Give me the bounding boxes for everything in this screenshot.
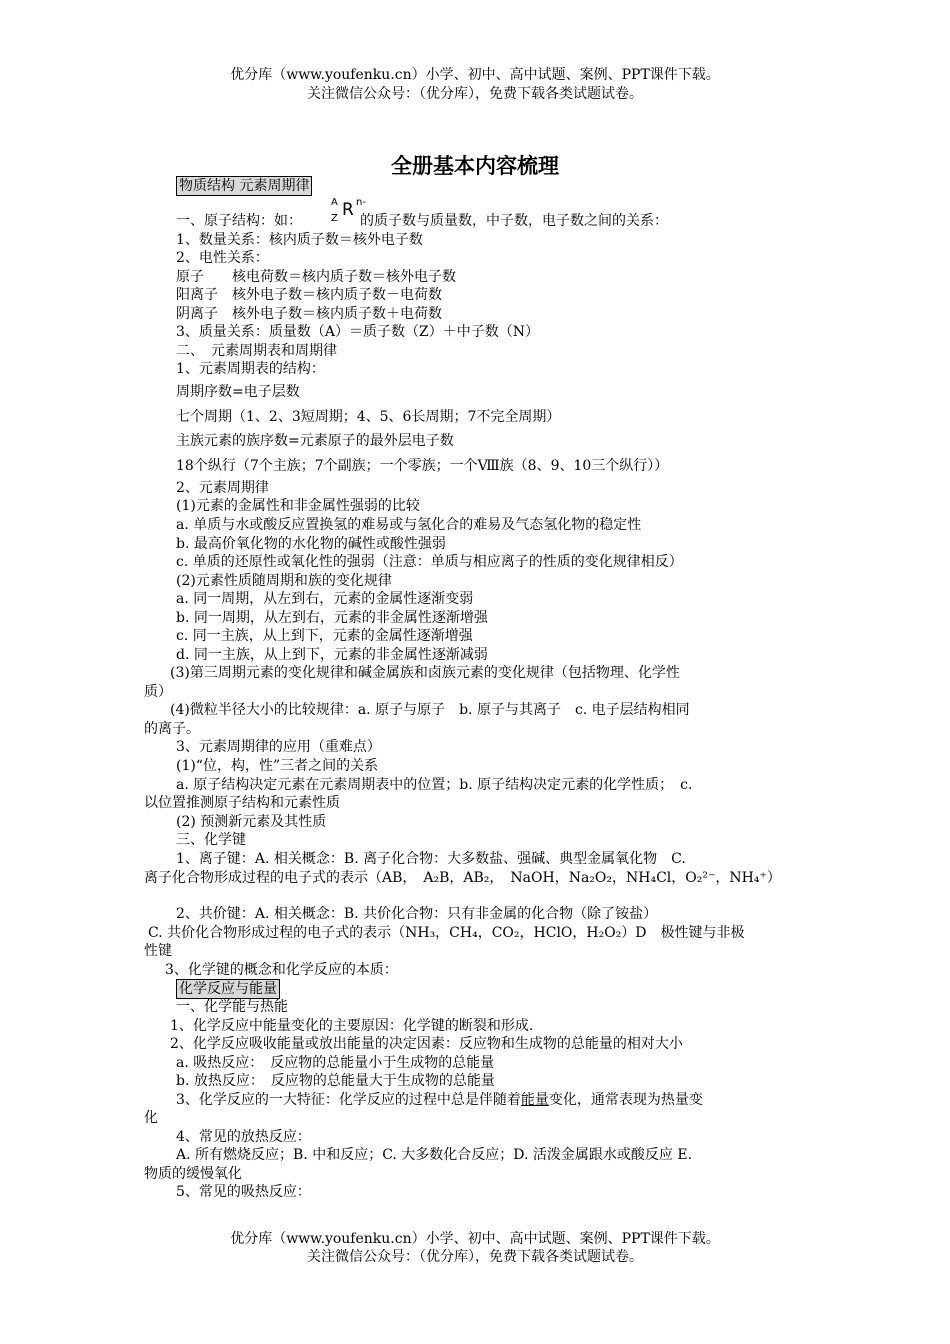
text-line: 18个纵行（7个主族；7个副族；一个零族；一个Ⅷ族（8、9、10三个纵行）） bbox=[176, 458, 669, 474]
atomic-structure-tail: 的质子数与质量数，中子数，电子数之间的关系： bbox=[360, 213, 668, 229]
text-line: 3、质量关系：质量数（A）＝质子数（Z）＋中子数（N） bbox=[176, 324, 539, 340]
text-line: a. 原子结构决定元素在元素周期表中的位置；b. 原子结构决定元素的化学性质； c. bbox=[176, 777, 693, 793]
isotope-charge: n- bbox=[356, 197, 366, 208]
text-line: 性键 bbox=[144, 943, 172, 959]
text-line: 的离子。 bbox=[144, 721, 200, 737]
text-line: 1、元素周期表的结构： bbox=[176, 361, 325, 377]
text-line: 一、化学能与热能 bbox=[176, 999, 288, 1015]
text-line: 主族元素的族序数=元素原子的最外层电子数 bbox=[176, 433, 454, 449]
energy-feature-lead: 3、化学反应的一大特征：化学反应的过程中总是伴随着 bbox=[176, 1092, 521, 1108]
text-line: 2、共价键：A. 相关概念：B. 共价化合物：只有非金属的化合物（除了铵盐） bbox=[176, 906, 658, 922]
text-line: 1、化学反应中能量变化的主要原因：化学键的断裂和形成. bbox=[170, 1018, 534, 1034]
text-line: 2、化学反应吸收能量或放出能量的决定因素：反应物和生成物的总能量的相对大小 bbox=[170, 1036, 683, 1052]
text-line: (3)第三周期元素的变化规律和碱金属族和卤族元素的变化规律（包括物理、化学性 bbox=[170, 665, 680, 681]
energy-feature-tail: 变化，通常表现为热量变 bbox=[548, 1092, 703, 1108]
text-line: 七个周期（1、2、3短周期；4、5、6长周期；7不完全周期） bbox=[176, 409, 561, 425]
text-line: 二、 元素周期表和周期律 bbox=[176, 343, 337, 359]
text-line: (4)微粒半径大小的比较规律：a. 原子与原子 b. 原子与其离子 c. 电子层结构相同 bbox=[170, 702, 690, 718]
text-line: 1、数量关系：核内质子数＝核外电子数 bbox=[176, 232, 423, 248]
text-line: 物质的缓慢氧化 bbox=[144, 1166, 242, 1182]
text-line: d. 同一主族，从上到下，元素的非金属性逐渐减弱 bbox=[176, 647, 488, 663]
text-line: a. 同一周期，从左到右，元素的金属性逐渐变弱 bbox=[176, 591, 474, 607]
text-line: (2)元素性质随周期和族的变化规律 bbox=[176, 573, 392, 589]
text-line: 原子 核电荷数＝核内质子数＝核外电子数 bbox=[176, 269, 456, 285]
text-line: c. 单质的还原性或氧化性的强弱（注意：单质与相应离子的性质的变化规律相反） bbox=[176, 554, 683, 570]
text-line: b. 放热反应： 反应物的总能量大于生成物的总能量 bbox=[176, 1073, 495, 1089]
text-line: 阴离子 核外电子数＝核内质子数＋电荷数 bbox=[176, 306, 442, 322]
atomic-structure-lead: 一、原子结构：如： bbox=[176, 213, 302, 229]
text-line: 1、离子键：A. 相关概念：B. 离子化合物：大多数盐、强碱、典型金属氧化物 C. bbox=[176, 851, 686, 867]
footer-line-2: 关注微信公众号：（优分库），免费下载各类试题试卷。 bbox=[307, 1249, 643, 1265]
text-line: b. 同一周期，从左到右，元素的非金属性逐渐增强 bbox=[176, 610, 488, 626]
text-line: c. 同一主族，从上到下，元素的金属性逐渐增强 bbox=[176, 628, 473, 644]
text-line: a. 单质与水或酸反应置换氢的难易或与氢化合的难易及气态氢化物的稳定性 bbox=[176, 517, 642, 533]
text-line: 化 bbox=[144, 1110, 158, 1126]
text-line: (1)“位，构，性”三者之间的关系 bbox=[176, 758, 379, 774]
text-line: 以位置推测原子结构和元素性质 bbox=[144, 795, 340, 811]
text-line: 周期序数=电子层数 bbox=[176, 384, 300, 400]
header-line-2: 关注微信公众号：（优分库），免费下载各类试题试卷。 bbox=[307, 86, 643, 102]
text-line: 5、常见的吸热反应： bbox=[176, 1184, 311, 1200]
isotope-symbol: R bbox=[342, 200, 354, 220]
text-line: 3、元素周期律的应用（重难点） bbox=[176, 739, 381, 755]
isotope-atomic-number: Z bbox=[331, 213, 338, 224]
energy-keyword: 能量 bbox=[520, 1092, 549, 1108]
header-line-1: 优分库（www.youfenku.cn）小学、初中、高中试题、案例、PPT课件下载。 bbox=[230, 67, 720, 83]
section-heading-structure: 物质结构 元素周期律 bbox=[176, 176, 312, 196]
text-line: 2、元素周期律 bbox=[176, 480, 269, 496]
text-line: b. 最高价氧化物的水化物的碱性或酸性强弱 bbox=[176, 536, 446, 552]
text-line: (2) 预测新元素及其性质 bbox=[176, 814, 327, 830]
atomic-structure-intro bbox=[176, 212, 668, 230]
text-line: (1)元素的金属性和非金属性强弱的比较 bbox=[176, 498, 420, 514]
text-line: 质） bbox=[144, 684, 172, 700]
text-line: 3、化学键的概念和化学反应的本质： bbox=[165, 962, 398, 978]
text-line: 阳离子 核外电子数＝核内质子数－电荷数 bbox=[176, 287, 442, 303]
text-line bbox=[176, 1091, 703, 1109]
text-line: A. 所有燃烧反应；B. 中和反应；C. 大多数化合反应；D. 活泼金属跟水或酸反应 E. bbox=[176, 1147, 693, 1163]
page-title: 全册基本内容梳理 bbox=[391, 154, 559, 178]
text-line: C. 共价化合物形成过程的电子式的表示（NH₃，CH₄，CO₂，HClO，H₂O₂）D 极性键与非极 bbox=[148, 925, 745, 941]
text-line: 4、常见的放热反应： bbox=[176, 1129, 311, 1145]
text-line: 三、化学键 bbox=[176, 832, 246, 848]
footer-line-1: 优分库（www.youfenku.cn）小学、初中、高中试题、案例、PPT课件下载。 bbox=[230, 1231, 720, 1247]
isotope-mass-number: A bbox=[331, 197, 338, 208]
text-line: a. 吸热反应： 反应物的总能量小于生成物的总能量 bbox=[176, 1055, 495, 1071]
section-heading-energy: 化学反应与能量 bbox=[176, 979, 280, 999]
text-line: 离子化合物形成过程的电子式的表示（AB， A₂B，AB₂， NaOH，Na₂O₂，NH₄Cl，O₂²⁻，NH₄⁺） bbox=[144, 870, 781, 886]
text-line: 2、电性关系： bbox=[176, 250, 269, 266]
